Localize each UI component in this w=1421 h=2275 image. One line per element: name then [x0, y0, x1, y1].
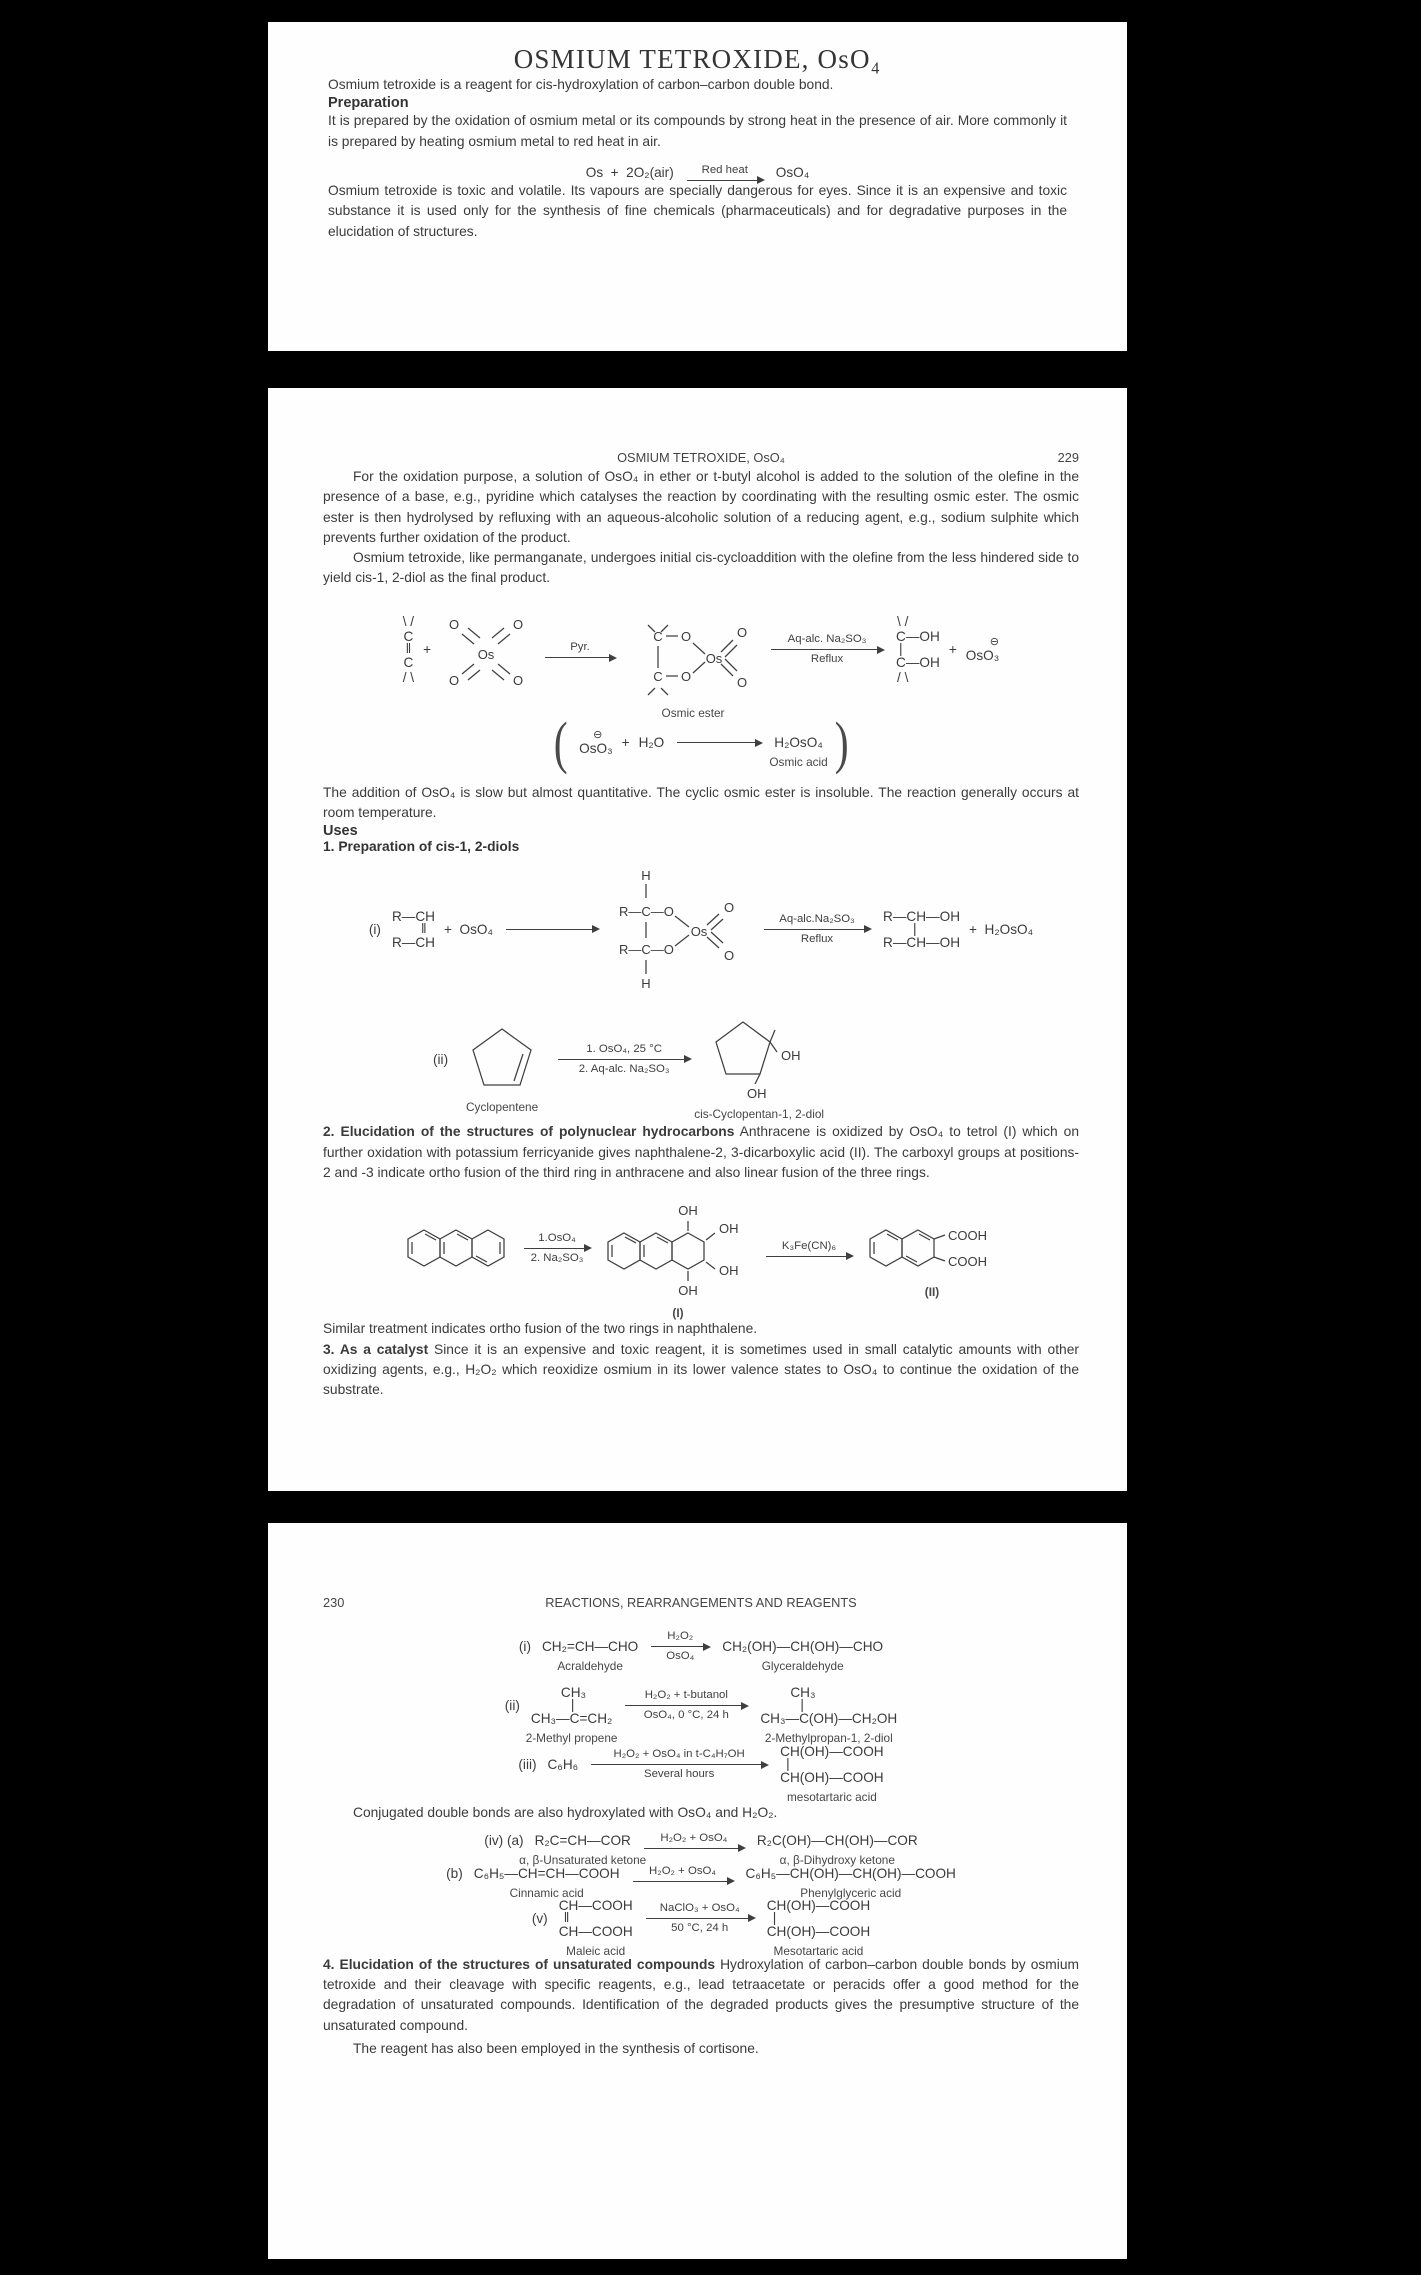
formula-line: \ / [402, 613, 415, 629]
page-number: 230 [323, 1595, 345, 1610]
oh-group: OH [719, 1263, 739, 1279]
bond-lines [608, 1221, 715, 1281]
o-atom: O [680, 628, 692, 644]
use1-heading: 1. Preparation of cis-1, 2-diols [323, 839, 520, 855]
arrow-label-above: H₂O₂ [667, 1630, 694, 1642]
formula-line: C—OH [896, 629, 940, 645]
product-compound [756, 1832, 918, 1867]
arrow-shaft [764, 929, 870, 930]
reaction-arrow [625, 1689, 747, 1722]
bond-lines [646, 884, 723, 974]
running-header [323, 1595, 1079, 1612]
reaction-arrow [545, 641, 615, 658]
arrow-label-above: 1.OsO₄ [538, 1231, 576, 1244]
oh-group: OH [678, 1283, 698, 1299]
reaction-arrow [524, 1232, 590, 1265]
os-atom: Os [705, 650, 723, 666]
conjugated-paragraph: Conjugated double bonds are also hydroxylated with OsO₄ and H₂O₂. [353, 1805, 778, 1821]
addition-paragraph: The addition of OsO₄ is slow but almost quantitative. The cyclic osmic ester is insoluble. The reaction generally occurs at room temperature. [323, 784, 1079, 821]
double-bond: ‖ [563, 1910, 570, 1925]
reaction-arrow [591, 1748, 767, 1781]
reaction-ii [323, 1685, 1079, 1746]
product-compound [766, 1897, 871, 1958]
formula-line: R—CH [391, 934, 435, 950]
preparation-paragraph: It is prepared by the oxidation of osmium metal or its compounds by strong heat in the presence of air. More commonly it is prepared by heating osmium metal to red heat in air. [328, 113, 1067, 149]
formula-line: R₂C=CH—COR [534, 1832, 631, 1848]
compound-caption: Maleic acid [566, 1943, 626, 1958]
compound-label: (I) [672, 1306, 684, 1321]
reaction-iv-b [323, 1864, 1079, 1900]
compound-label: (II) [924, 1285, 940, 1300]
page-title: OSMIUM TETROXIDE, OsO₄ [513, 44, 882, 74]
formula-line: / \ [897, 670, 909, 686]
arrow-shaft [591, 1764, 767, 1765]
osmic-ester-scheme [323, 599, 1079, 720]
reaction-arrow [651, 1630, 709, 1663]
reaction-number: (iii) [518, 1757, 537, 1773]
osmic-ester-structure [628, 599, 758, 701]
reaction-number: (i) [518, 1639, 531, 1655]
reaction-arrow [764, 913, 870, 946]
use3-paragraph [323, 1340, 1079, 1401]
formula-line: CH₃—C=CH₂ [530, 1711, 613, 1727]
formula-line: R—CH—OH [883, 908, 961, 924]
bond-lines [408, 1230, 504, 1266]
osmate-ion [579, 729, 612, 757]
arrow-shaft [545, 657, 615, 658]
osmic-ester-compound [628, 599, 758, 720]
reaction-iv-a [323, 1831, 1079, 1867]
compound-caption: Osmic acid [769, 755, 828, 770]
arrow-label-above: NaClO₃ + OsO₄ [659, 1901, 740, 1914]
arrow-label-below: 2. Na₂SO₃ [530, 1251, 584, 1264]
scheme-number: (i) [368, 921, 381, 937]
formula-line: C₆H₅—CH(OH)—CH(OH)—COOH [745, 1865, 956, 1881]
bond-lines [716, 1022, 777, 1084]
plus-sign: + [423, 642, 432, 658]
reactant-structure [559, 1898, 633, 1939]
scheme-ii [323, 1016, 1079, 1122]
formula-line: CH₃ [790, 1685, 816, 1701]
page-2-content [268, 450, 1127, 1400]
formula-line: C₆H₅—CH=CH—COOH [473, 1865, 620, 1881]
arrow-shaft [524, 1248, 590, 1249]
cyclic-ester-structure [611, 866, 751, 992]
tetrol-structure [603, 1195, 753, 1301]
arrow-shaft [625, 1705, 747, 1706]
arrow-label-below: 2. Aq-alc. Na₂SO₃ [578, 1062, 670, 1075]
arrow-shaft [558, 1059, 690, 1060]
arrow-label-below: Reflux [800, 932, 834, 945]
arrow-label-above: Aq-alc. Na₂SO₃ [787, 633, 867, 646]
diacid-compound [865, 1216, 999, 1300]
reaction-arrow [646, 1902, 754, 1935]
scheme-i [323, 866, 1079, 992]
running-header-title: REACTIONS, REARRANGEMENTS AND REAGENTS [545, 1595, 857, 1610]
naphthalene-diacid-structure [865, 1216, 999, 1280]
osmate-ion [966, 636, 999, 664]
arrow-label-below: OsO₄, 0 °C, 24 h [643, 1709, 729, 1722]
product-compound [780, 1744, 884, 1805]
o-atom: O [723, 900, 735, 916]
running-header-title: OSMIUM TETROXIDE, OsO₄ [617, 450, 785, 465]
o-atom: O [512, 672, 524, 688]
oh-group: OH [678, 1203, 698, 1219]
bond-lines [473, 1029, 531, 1085]
reaction-number: (v) [531, 1910, 548, 1926]
anthracene-structure [403, 1216, 511, 1280]
arrow-shaft [633, 1881, 733, 1882]
arrow-label-above: Pyr. [570, 641, 590, 654]
formula-line: CH—COOH [558, 1897, 633, 1913]
reaction-arrow [766, 1240, 852, 1257]
arrow-label-below: Reflux [810, 653, 844, 666]
reactant-compound [541, 1639, 639, 1674]
arrow-shaft [677, 742, 761, 743]
oxidation-paragraph: For the oxidation purpose, a solution of OsO₄ in ether or t-butyl alcohol is added to the solution of the olefine in the presence of a base, e.g., pyridine which catalyses the reaction by coordinating with the resulting osmic ester. The osmic ester is then hydrolysed by refluxing with an aqueous-alcoholic solution of a reducing agent, e.g., sodium sulphite which prevents further oxidation of the product. [323, 469, 1079, 545]
arrow-label-below: 50 °C, 24 h [671, 1921, 729, 1934]
compound-caption: Acraldehyde [557, 1659, 623, 1674]
product-compound [760, 1685, 898, 1746]
arrow-label-above: H₂O₂ + OsO₄ in t-C₄H₇OH [613, 1748, 745, 1761]
c-atom: C [653, 668, 663, 684]
alkene-fragment [403, 614, 414, 685]
compound-caption: cis-Cyclopentan-1, 2-diol [694, 1107, 825, 1122]
water-formula: H₂O [638, 735, 665, 751]
product-compound [722, 1639, 884, 1674]
reaction-arrow [506, 929, 598, 930]
single-bond: | [570, 1697, 575, 1713]
oh-group: OH [719, 1221, 739, 1237]
arrow-label-above: H₂O₂ + t-butanol [644, 1689, 728, 1702]
formula-line: OsO₃ [579, 741, 613, 757]
compound-caption: Phenylglyceric acid [800, 1885, 902, 1900]
page-1-content [268, 22, 1127, 242]
plus-oso4: + OsO₄ [444, 921, 493, 937]
reaction-arrow [687, 164, 763, 181]
reactant-compound [558, 1897, 633, 1958]
arrow-label-above: 1. OsO₄, 25 °C [586, 1042, 662, 1055]
intro-paragraph: Osmium tetroxide is a reagent for cis-hydroxylation of carbon–carbon double bond. [328, 77, 834, 92]
arrow-label-above: Aq-alc.Na₂SO₃ [779, 912, 855, 925]
use2-body: Anthracene is oxidized by OsO₄ to tetrol (I) which on further oxidation with potassium ferricyanide gives naphthalene-2, 3-dicarboxylic acid (II). The carboxyl groups at positions-2 and -3 indicate ortho fusion of the third ring in anthracene and also linear fusion of the three rings. [323, 1124, 1079, 1180]
arrow-label-above: H₂O₂ + OsO₄ [660, 1831, 728, 1844]
formula-line: C [403, 654, 414, 670]
compound-caption: 2-Methylpropan-1, 2-diol [764, 1731, 893, 1746]
preparation-heading: Preparation [328, 95, 409, 112]
compound-caption: Cinnamic acid [509, 1885, 584, 1900]
cyclopentanediol-compound [694, 1016, 825, 1122]
reactant-compound [473, 1865, 620, 1900]
formula-line: \ / [897, 613, 909, 629]
cycloaddition-paragraph: Osmium tetroxide, like permanganate, undergoes initial cis-cycloaddition with the olefine from the less hindered side to yield cis-1, 2-diol as the final product. [323, 550, 1079, 586]
compound-caption: Osmic ester [661, 705, 725, 720]
cyclopentanediol-structure [703, 1016, 815, 1102]
reaction-i [323, 1630, 1079, 1674]
cyclopentene-compound [459, 1023, 545, 1115]
formula-line: CH(OH)—COOH [780, 1770, 884, 1786]
formula-line: H₂OsO₄ [774, 735, 823, 751]
formula-line: CH(OH)—COOH [766, 1897, 871, 1913]
oso4-structure [440, 611, 532, 689]
reaction-iii [323, 1744, 1079, 1805]
plus-sign: + [948, 642, 957, 658]
formula-line: C [403, 629, 414, 645]
page-1 [268, 22, 1127, 351]
scheme-number: (ii) [433, 1051, 449, 1067]
compound-caption: 2-Methyl propene [525, 1731, 618, 1746]
arrow-shaft [687, 180, 763, 181]
compound-caption: α, β-Dihydroxy ketone [779, 1852, 895, 1867]
cooh-group: COOH [948, 1228, 987, 1244]
formula-line: CH₃—C(OH)—CH₂OH [760, 1711, 898, 1727]
reaction-arrow [677, 742, 761, 743]
tetrol-compound [603, 1195, 753, 1321]
use4-body: Hydroxylation of carbon–carbon double bonds by osmium tetroxide and their cleavage with specific reagents, e.g., lead tetraacetate or peracids offer a good method for the degradation of unsaturated compounds. Identification of the degraded products gives the presumptive structure of the unsaturated compound. [323, 1956, 1079, 2033]
arrow-shaft [646, 1918, 754, 1919]
arrow-label-above: Red heat [701, 163, 748, 176]
reaction-number: (iv) (a) [484, 1832, 524, 1848]
use4-paragraph [323, 1955, 1079, 2036]
preparation-equation [328, 164, 1067, 181]
h-atom: H [641, 868, 651, 884]
diol-fragment [896, 614, 940, 685]
formula-line: CH(OH)—COOH [766, 1923, 871, 1939]
product-compound [745, 1865, 956, 1900]
compound-caption: Glyceraldehyde [761, 1659, 844, 1674]
formula-line: CH₃ [560, 1685, 587, 1701]
arrow-shaft [506, 929, 598, 930]
naphthalene-paragraph: Similar treatment indicates ortho fusion of the two rings in naphthalene. [323, 1321, 758, 1337]
bond-lines [870, 1230, 945, 1266]
compound-caption: Cyclopentene [466, 1100, 539, 1115]
single-bond: | [772, 1910, 777, 1925]
arrow-label-above: K₃Fe(CN)₆ [781, 1239, 837, 1252]
c-atom: C [653, 628, 663, 644]
product-structure [760, 1685, 897, 1726]
single-bond: | [913, 921, 917, 937]
o-atom: O [723, 948, 735, 964]
reaction-arrow [771, 633, 883, 666]
formula-line: CH₂=CH—CHO [541, 1639, 639, 1655]
formula-line: CH(OH)—COOH [780, 1744, 884, 1760]
use4-heading: 4. Elucidation of the structures of unsaturated compounds [323, 1956, 716, 1972]
use2-heading: 2. Elucidation of the structures of polynuclear hydrocarbons [323, 1124, 735, 1140]
reaction-arrow [558, 1043, 690, 1076]
rco-group: R—C—O [619, 904, 674, 920]
page-3 [268, 1523, 1127, 2259]
oh-group: OH [781, 1048, 801, 1064]
cyclopentene-structure [459, 1023, 545, 1095]
os-atom: Os [477, 646, 495, 662]
use2-paragraph [323, 1122, 1079, 1183]
equation-rhs: OsO₄ [775, 164, 810, 180]
equation-lhs: Os + 2O₂(air) [585, 164, 674, 180]
reaction-number: (b) [446, 1865, 463, 1881]
rco-group: R—C—O [619, 942, 674, 958]
oh-group: OH [747, 1086, 767, 1102]
left-parenthesis: ( [553, 709, 568, 775]
reaction-v [323, 1897, 1079, 1958]
o-atom: O [736, 674, 748, 690]
o-atom: O [512, 616, 524, 632]
compound-caption: mesotartaric acid [786, 1790, 877, 1805]
plus-sign: + [621, 735, 630, 751]
formula-line: R₂C(OH)—CH(OH)—COR [756, 1832, 918, 1848]
use3-body: Since it is an expensive and toxic reagent, it is sometimes used in small catalytic amounts with other oxidizing agents, e.g., H₂O₂ which reoxidize osmium in its lower valence states to OsO₄ to continue the oxidation of the substrate. [323, 1341, 1079, 1398]
negative-charge: ⊖ [593, 729, 603, 742]
formula-line: / \ [402, 670, 415, 686]
uses-heading: Uses [323, 823, 358, 840]
formula-line: CH—COOH [558, 1923, 633, 1939]
arrow-label-above: H₂O₂ + OsO₄ [649, 1864, 717, 1877]
arrow-shaft [651, 1646, 709, 1647]
h-atom: H [641, 976, 651, 992]
arrow-shaft [644, 1848, 744, 1849]
o-atom: O [448, 616, 460, 632]
formula-line: OsO₃ [965, 648, 1000, 664]
page-3-content [268, 1595, 1127, 2059]
compound-caption: Mesotartaric acid [773, 1943, 864, 1958]
page-2 [268, 388, 1127, 1491]
single-bond: | [800, 1697, 804, 1713]
cortisone-paragraph: The reagent has also been employed in the synthesis of cortisone. [353, 2040, 759, 2056]
product-structure [767, 1898, 870, 1939]
running-header [323, 450, 1079, 467]
reaction-arrow [644, 1832, 744, 1849]
arrow-label-below: OsO₄ [666, 1650, 695, 1663]
compound-caption: α, β-Unsaturated ketone [519, 1852, 647, 1867]
benzene-formula: C₆H₆ [547, 1757, 579, 1773]
o-atom: O [736, 624, 748, 640]
negative-charge: ⊖ [989, 635, 999, 648]
o-atom: O [680, 668, 692, 684]
formula-line: R—CH [391, 908, 435, 924]
formula-line: C—OH [896, 654, 940, 670]
double-bond: ‖ [405, 641, 412, 657]
product-structure [780, 1744, 883, 1785]
o-atom: O [448, 672, 460, 688]
double-bond: ‖ [420, 921, 427, 937]
arrow-shaft [771, 649, 883, 650]
page-number: 229 [1057, 450, 1079, 465]
single-bond: | [786, 1756, 790, 1772]
diol-fragment [883, 909, 960, 950]
arrow-shaft [766, 1256, 852, 1257]
formula-line: CH₂(OH)—CH(OH)—CHO [722, 1639, 884, 1655]
formula-line: R—CH—OH [883, 934, 961, 950]
toxicity-paragraph: Osmium tetroxide is toxic and volatile. Its vapours are specially dangerous for eyes. Since it is an expensive and toxic substance it is used only for the synthesis of fine chemicals (pharmaceuticals) and for degradative purposes in the elucidation of structures. [328, 182, 1067, 239]
cooh-group: COOH [948, 1254, 987, 1270]
alkene-fragment [392, 909, 435, 950]
os-atom: Os [690, 924, 708, 940]
reactant-structure [531, 1685, 612, 1726]
plus-osmic-acid: + H₂OsO₄ [969, 921, 1034, 937]
reactant-compound [525, 1685, 618, 1746]
use3-heading: 3. As a catalyst [323, 1341, 429, 1357]
arrow-label-below: Several hours [643, 1768, 715, 1781]
osmic-acid-compound [769, 735, 828, 770]
right-parenthesis: ) [834, 709, 849, 775]
reaction-number: (ii) [504, 1698, 520, 1714]
reactant-compound [519, 1832, 647, 1867]
single-bond: | [899, 641, 903, 657]
reaction-arrow [633, 1865, 733, 1882]
anthracene-scheme [323, 1195, 1079, 1321]
